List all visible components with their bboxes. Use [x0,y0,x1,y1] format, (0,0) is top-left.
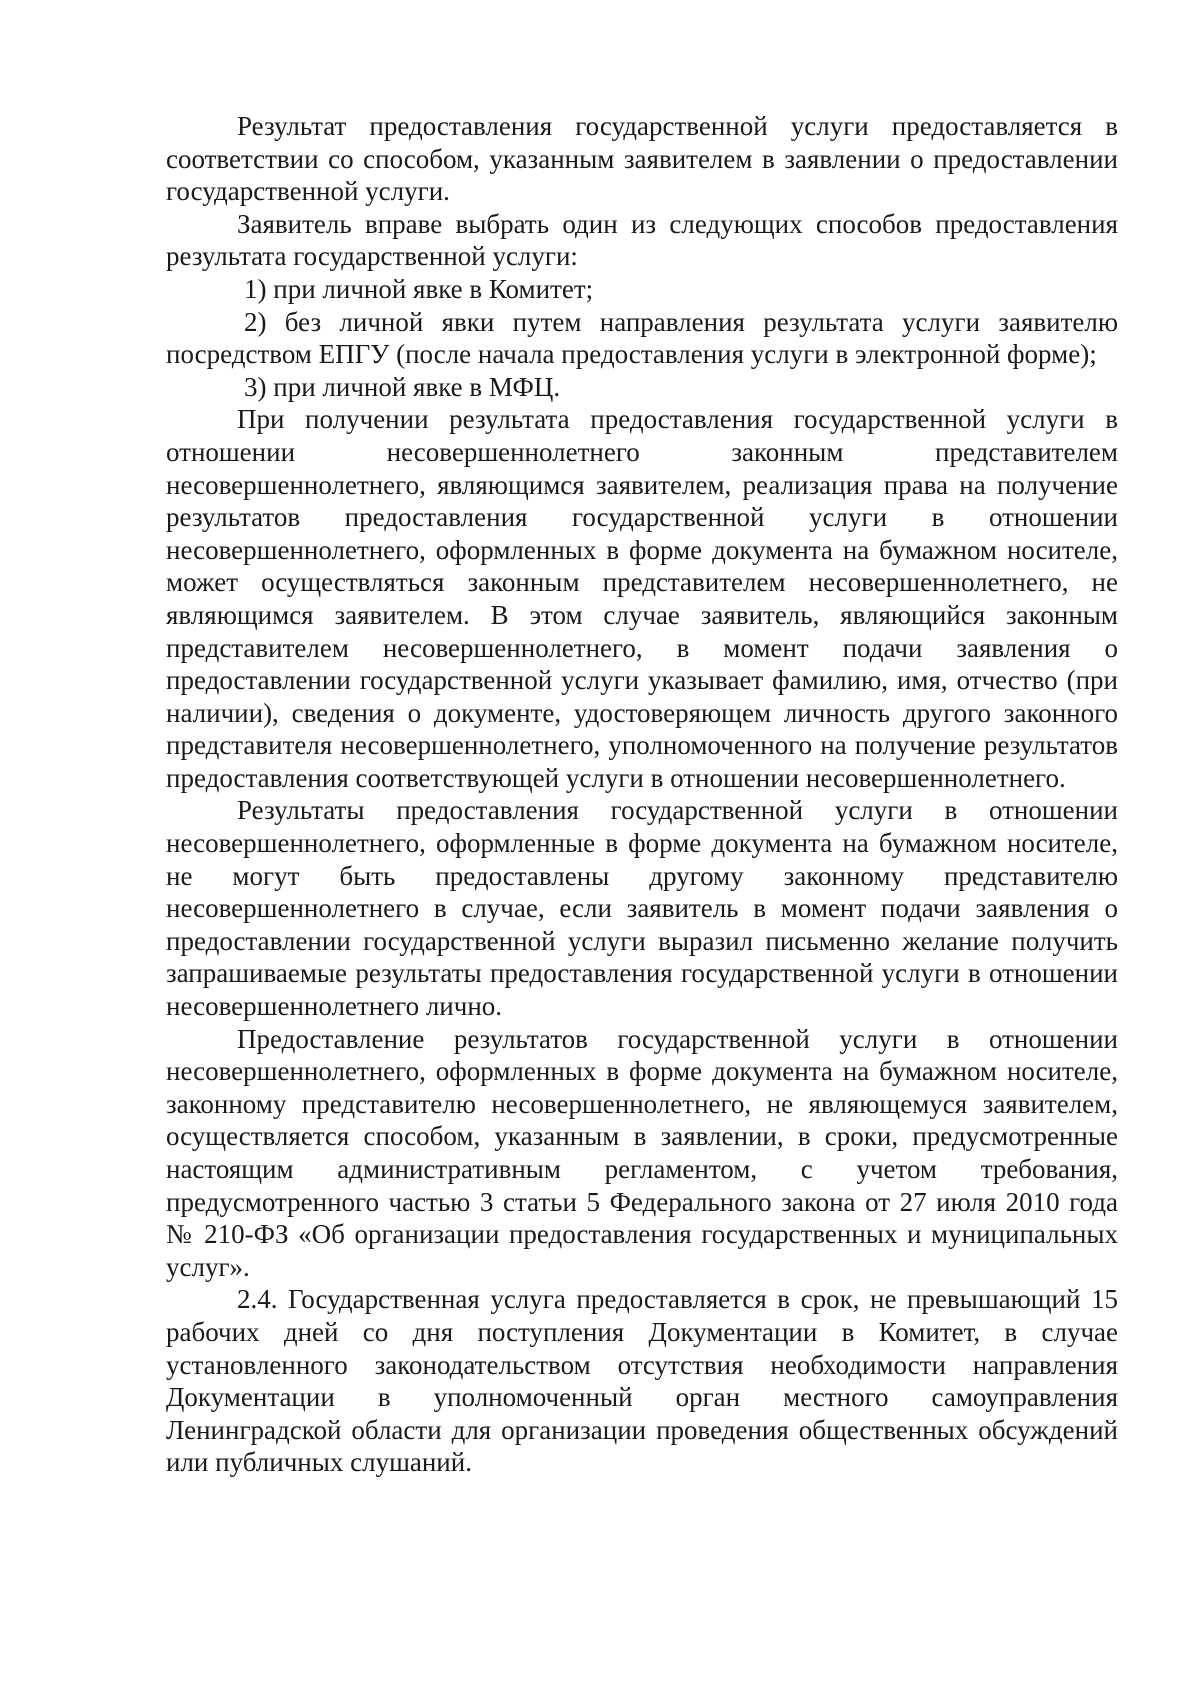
list-item-committee: 1) при личной явке в Комитет; [244,273,594,304]
paragraph-result-method: Результат предоставления государственной услуги предоставляется в соответствии со способом, указанным заявителем в заявлении о предоставлении государственной услуги. [166,111,1118,207]
paragraph-minor-results-delivery: Предоставление результатов государственной услуги в отношении несовершеннолетнего, оформленных в форме документа на бумажном носителе, законному представителю несовершеннолетнего, не являющемуся заявителем, осуществляется способом, указанным в заявлении, в сроки, предусмотренные настоящим административным регламентом, с учетом требования, предусмотренного частью 3 статьи 5 Федерального закона от 27 июля 2010 года № 210-ФЗ «Об организации предоставления государственных и муниципальных услуг». [166,1023,1118,1282]
document-body [166,110,1118,1479]
paragraph-applicant-choice: Заявитель вправе выбрать один из следующих способов предоставления результата государственной услуги: [166,208,1118,272]
list-item-mfc: 3) при личной явке в МФЦ. [244,371,561,402]
list-item-epgu: 2) без личной явки путем направления результата услуги заявителю посредством ЕПГУ (после начала предоставления услуги в электронной форме); [166,306,1118,370]
paragraph-minor-results-restriction: Результаты предоставления государственной услуги в отношении несовершеннолетнего, оформленные в форме документа на бумажном носителе, не могут быть предоставлены другому законному представителю несовершеннолетнего в случае, если заявитель в момент подачи заявления о предоставлении государственной услуги выразил письменно желание получить запрашиваемые результаты предоставления государственной услуги в отношении несовершеннолетнего лично. [166,795,1118,1022]
paragraph-service-term: 2.4. Государственная услуга предоставляется в срок, не превышающий 15 рабочих дней со дня поступления Документации в Комитет, в случае установленного законодательством отсутствия необходимости направления Документации в уполномоченный орган местного самоуправления Ленинградской области для организации проведения общественных обсуждений или публичных слушаний. [166,1284,1118,1478]
paragraph-minor-representative: При получении результата предоставления государственной услуги в отношении несовершеннолетнего законным представителем несовершеннолетнего, являющимся заявителем, реализация права на получение результатов предоставления государственной услуги в отношении несовершеннолетнего, оформленных в форме документа на бумажном носителе, может осуществляться законным представителем несовершеннолетнего, не являющимся заявителем. В этом случае заявитель, являющийся законным представителем несовершеннолетнего, в момент подачи заявления о предоставлении государственной услуги указывает фамилию, имя, отчество (при наличии), сведения о документе, удостоверяющем личность другого законного представителя несовершеннолетнего, уполномоченного на получение результатов предоставления соответствующей услуги в отношении несовершеннолетнего. [166,404,1118,793]
